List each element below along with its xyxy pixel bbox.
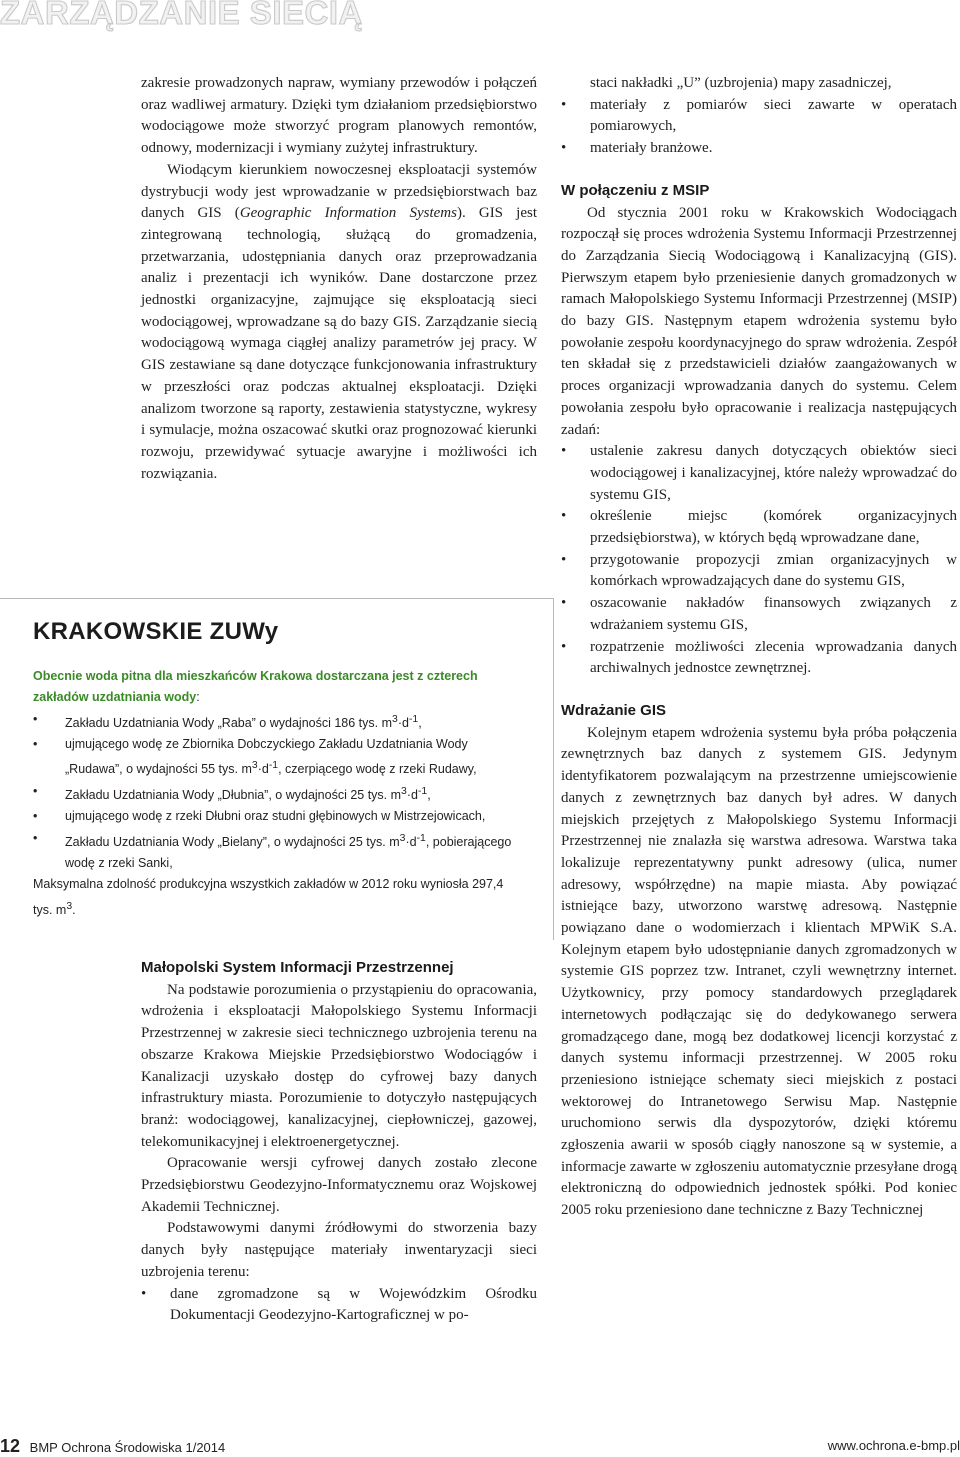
paragraph: Opracowanie wersji cyfrowej danych zostało zlecone Przedsiębiorstwu Geodezyjno-Informatycznemu oraz Wojskowej Akademii Technicznej. xyxy=(141,1155,537,1215)
plants-list xyxy=(33,709,513,875)
running-head-title: ZARZĄDZANIE SIECIĄ xyxy=(0,0,363,31)
paragraph: zakresie prowadzonych napraw, wymiany przewodów i połączeń oraz wadliwej armatury. Dzięki tym działaniom przedsiębiorstwo wodociągowe może stworzyć program planowych remontów, odnowy, modernizacji i wymiany zużytej infrastruktury. xyxy=(141,75,537,157)
list-item: • ustalenie zakresu danych dotyczących obiektów sieci wodociągowej i kanalizacyjnej, które należy wprowadzać do systemu GIS, xyxy=(561,441,957,506)
right-column xyxy=(561,73,957,1222)
sidebar-box-zuw xyxy=(0,598,554,940)
box-title: KRAKOWSKIE ZUWy xyxy=(33,618,279,645)
paragraph: Od stycznia 2001 roku w Krakowskich Wodociągach rozpoczął się proces wdrożenia Systemu Informacji Przestrzennej do Zarządzania Siecią Wodociągową i Kanalizacyjną (GIS). Pierwszym etapem było przeniesienie danych gromadzonych w ramach Małopolskiego Systemu Informacji Przestrzennej (MSIP) do bazy GIS. Następnym etapem wdrożenia systemu było powołanie zespołu koordynacyjnego do spraw wdrożenia. Zespół ten składał się z przedstawicieli działów zaangażowanych w proces organizacji wprowadzania danych do systemu. Celem powołania zespołu było opracowanie i realizacja następujących zadań: xyxy=(561,204,957,438)
page-number: 12 xyxy=(0,1436,21,1456)
source-materials-list xyxy=(141,1284,537,1327)
tasks-list xyxy=(561,441,957,680)
list-item: • dane zgromadzone są w Wojewódzkim Ośrodku Dokumentacji Geodezyjno-Kartograficznej w po- xyxy=(141,1284,537,1327)
list-item: • określenie miejsc (komórek organizacyjnych przedsiębiorstwa), w których będą wprowadzane dane, xyxy=(561,506,957,549)
list-item: • oszacowanie nakładów finansowych związanych z wdrażaniem systemu GIS, xyxy=(561,593,957,636)
paragraph: Na podstawie porozumienia o przystąpieniu do opracowania, wdrożenia i eksploatacji Małopolskiego Systemu Informacji Przestrzennej w zakresie sieci technicznego uzbrojenia terenu na obszarze Krakowa Miejskie Przedsiębiorstwo Wodociągów i Kanalizacji uzyskało dostęp do cyfrowej bazy danych infrastruktury miasta. Porozumienie to dotyczyło następujących branż: wodociągowej, kanalizacyjnej, ciepłowniczej, gazowej, telekomunikacyjnej i elektroenergetycznej. xyxy=(141,981,537,1150)
left-column-bottom xyxy=(141,957,537,1327)
box-summary: Maksymalna zdolność produkcyjna wszystkich zakładów w 2012 roku wyniosła 297,4 tys. $m^3$. xyxy=(33,877,504,917)
section-heading: Małopolski System Informacji Przestrzennej xyxy=(141,959,454,976)
footer-left xyxy=(0,1436,225,1457)
footer-url: www.ochrona.e-bmp.pl xyxy=(827,1438,960,1453)
materials-list xyxy=(561,95,957,160)
journal-name: BMP Ochrona Środowiska 1/2014 xyxy=(29,1440,226,1455)
list-item: • Zakładu Uzdatniania Wody „Bielany”, o wydajności 25 tys. $m^3\cdot d^{-1}$, pobierającego wodę z rzeki Sanki, xyxy=(33,828,513,875)
box-intro: Obecnie woda pitna dla mieszkańców Krakowa dostarczana jest z czterech zakładów uzdatniania wody: xyxy=(33,669,478,705)
list-item: • ujmującego wodę ze Zbiornika Dobczyckiego Zakładu Uzdatniania Wody „Rudawa”, o wydajności 55 tys. $m^3\cdot d^{-1}$, czerpiącego wodę z rzeki Rudawy, xyxy=(33,734,513,781)
list-item: • ujmującego wodę z rzeki Dłubni oraz studni głębinowych w Mistrzejowicach, xyxy=(33,806,513,827)
paragraph: Wiodącym kierunkiem nowoczesnej eksploatacji systemów dystrybucji wody jest wprowadzanie w przedsiębiorstwach baz danych GIS (Geographic Information Systems). GIS jest zintegrowaną technologią, służącą do gromadzenia, przetwarzania, udostępniania danych oraz przeprowadzania analiz i prezentacji ich wyników. Dane dostarczone przez jednostki organizacyjne, zajmujące się eksploatacją sieci wodociągowej, wprowadzane są do bazy GIS. Zarządzanie siecią wodociągową wymaga ciągłej analizy parametrów jej pracy. W GIS zestawiane są dane dotyczące funkcjonowania infrastruktury w przeszłości oraz podczas aktualnej eksploatacji. Dzięki analizom tworzone są raporty, zestawienia statystyczne, wykresy i symulacje, można oszacować skutki oraz prognozować kierunki rozwoju, przewidywać sytuacje awaryjne i możliwości ich rozwiązania. xyxy=(141,161,538,482)
left-column-top xyxy=(141,73,537,485)
section-heading: Wdrażanie GIS xyxy=(561,701,667,719)
paragraph-continued: staci nakładki „U” (uzbrojenia) mapy zasadniczej, xyxy=(590,75,892,91)
paragraph: Podstawowymi danymi źródłowymi do stworzenia bazy danych były następujące materiały inwentaryzacji sieci uzbrojenia terenu: xyxy=(141,1220,537,1280)
list-item: • rozpatrzenie możliwości zlecenia wprowadzania danych archiwalnych jednostce zewnętrznej. xyxy=(561,637,957,680)
list-item: • materiały z pomiarów sieci zawarte w operatach pomiarowych, xyxy=(561,95,957,138)
list-item: • Zakładu Uzdatniania Wody „Dłubnia”, o wydajności 25 tys. $m^3\cdot d^{-1}$, xyxy=(33,781,513,806)
list-item: • Zakładu Uzdatniania Wody „Raba” o wydajności 186 tys. $m^3\cdot d^{-1}$, xyxy=(33,709,513,734)
italic-term: Geographic Information Systems xyxy=(239,205,457,222)
paragraph: Kolejnym etapem wdrożenia systemu była próba połączenia zewnętrznych baz danych z systemem GIS. Jedynym identyfikatorem pozwalającym na przestrzenne umiejscowienie danych z zewnętrznych baz danych był adres. W danych miejskich przejętych z Małopolskiego Systemu Informacji Przestrzennej nie znalazła się warstwa adresowa. Warstwa taka lokalizuje reprezentatywny punkt adresowy (ulica, numer adresowy, współrzędne) na mapie miasta. Aby powiązać istniejące bazy, utworzono warstwę adresową. Następnie powiązano dane o wodomierzach i klientach MPWiK S.A. Kolejnym etapem było udostępnianie danych zgromadzonych w systemie GIS poprzez tzw. Intranet, czyli wewnętrzny internet. Użytkownicy, przy pomocy standardowych przeglądarek internetowych podłączając się do dedykowanego serwera gromadzącego dane, mogą bez dodatkowej licencji korzystać z danych systemu informacji przestrzennej. W 2005 roku przeniesiono istniejące schematy sieci miejskich z postaci wektorowej do Intranetowego Serwisu Map. Następnie uruchomiono serwis dla dyspozytorów, dzięki któremu zgłoszenia awarii w sposób ciągły nanoszone są w systemie, a informacje zawarte w zgłoszeniu automatycznie przesyłane drogą elektroniczną do odpowiednich jednostek spółki. Pod koniec 2005 roku przeniesiono dane techniczne z Bazy Technicznej xyxy=(561,724,957,1219)
section-heading: W połączeniu z MSIP xyxy=(561,181,710,199)
list-item: • przygotowanie propozycji zmian organizacyjnych w komórkach wprowadzających dane do systemu GIS, xyxy=(561,550,957,593)
list-item: • materiały branżowe. xyxy=(561,138,957,160)
